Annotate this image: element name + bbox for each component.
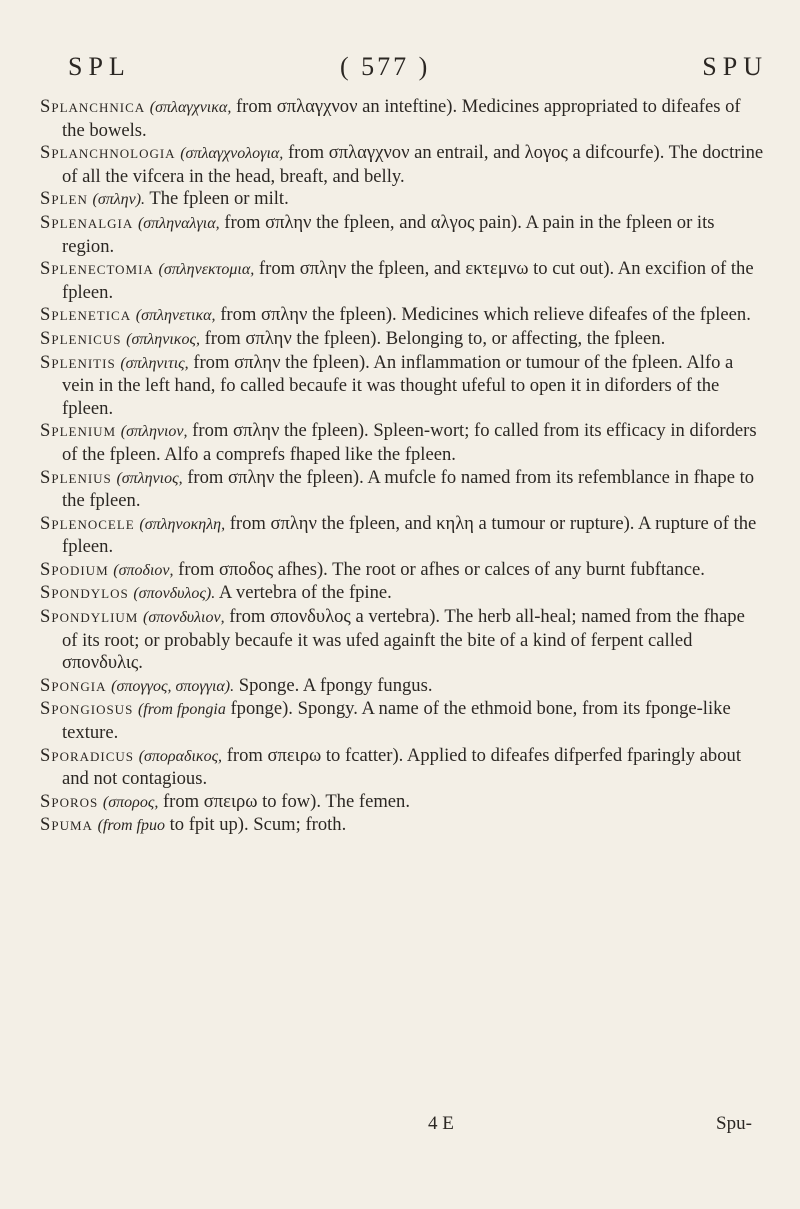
header-right: SPU <box>702 52 768 81</box>
entry-etymon: (σπλαγχνολογια, <box>180 145 284 163</box>
entry-headword: Splenius <box>40 466 112 488</box>
entry-etymon: (σποδιον, <box>113 561 174 579</box>
running-header <box>68 52 768 86</box>
entry-etymon: (σπληνοκηλη, <box>139 515 226 533</box>
entry-headword: Splen <box>40 188 88 210</box>
entry-headword: Splenetica <box>40 304 132 326</box>
dictionary-entry <box>40 513 764 559</box>
entry-headword: Spongiosus <box>40 698 134 720</box>
entry-definition: Sponge. A fpongy fungus. <box>234 674 433 696</box>
dictionary-entry <box>40 467 764 513</box>
dictionary-entries <box>40 96 764 838</box>
entry-headword: Spuma <box>40 814 93 836</box>
entry-headword: Spodium <box>40 558 109 580</box>
entry-headword: Splenocele <box>40 512 135 534</box>
entry-definition: fponge). Spongy. A name of the ethmoid bone, from its fponge-like texture. <box>62 698 731 744</box>
dictionary-entry <box>40 304 764 328</box>
catchword: Spu- <box>716 1113 752 1134</box>
dictionary-entry <box>40 675 764 699</box>
entry-headword: Splanchnologia <box>40 142 176 164</box>
entry-definition: The fpleen or milt. <box>145 188 289 210</box>
entry-etymon: (σπληνιον, <box>120 423 188 441</box>
signature-mark: 4 E <box>428 1113 454 1134</box>
dictionary-entry <box>40 791 764 815</box>
entry-definition: from σπλην the fpleen). Spleen-wort; fo called from its efficacy in diforders of the fpleen. Alfo a comprefs fhaped like the fpleen. <box>62 420 757 465</box>
dictionary-entry <box>40 188 764 212</box>
entry-etymon: (from fpongia <box>137 701 226 719</box>
entry-definition: to fpit up). Scum; froth. <box>164 814 347 836</box>
dictionary-entry <box>40 814 764 838</box>
dictionary-entry <box>40 142 764 188</box>
entry-etymon: (σπληνεκτομια, <box>158 261 255 279</box>
dictionary-entry <box>40 96 764 142</box>
entry-definition: from σπλην the fpleen, and αλγος pain). A pain in the fpleen or its region. <box>62 211 715 257</box>
dictionary-entry <box>40 212 764 258</box>
entry-etymon: (σπλην). <box>92 191 146 209</box>
entry-etymon: (σπληναλγια, <box>137 214 220 232</box>
entry-etymon: (from fpuo <box>97 817 165 835</box>
entry-headword: Splenalgia <box>40 211 134 233</box>
entry-etymon: (σπληνιτις, <box>120 354 189 372</box>
entry-headword: Spondylium <box>40 606 139 628</box>
entry-etymon: (σπληνετικα, <box>135 307 216 325</box>
entry-definition: from σπλαγχνον an entrail, and λογος a difcourfe). The doctrine of all the vifcera in the head, breaft, and belly. <box>62 142 764 187</box>
header-left: SPL <box>68 52 131 81</box>
entry-headword: Splenium <box>40 420 117 442</box>
entry-definition: from σπλην the fpleen). An inflammation or tumour of the fpleen. Alfo a vein in the left hand, fo called becaufe it was thought ufeful to open it in diforders of the fpleen. <box>62 351 734 419</box>
entry-definition: from σπλην the fpleen). A mufcle fo named from its refemblance in fhape to the fpleen. <box>62 466 755 512</box>
dictionary-entry <box>40 420 764 466</box>
entry-etymon: (σπληνικος, <box>126 330 200 348</box>
entry-definition: from σπλην the fpleen, and κηλη a tumour or rupture). A rupture of the fpleen. <box>62 512 757 558</box>
entry-etymon: (σπονδυλος). <box>133 585 216 603</box>
entry-headword: Splanchnica <box>40 96 146 117</box>
dictionary-entry <box>40 328 764 352</box>
entry-headword: Splenicus <box>40 327 122 349</box>
entry-definition: from σπλην the fpleen). Medicines which relieve difeafes of the fpleen. <box>215 304 751 326</box>
entry-definition: from σπονδυλος a vertebra). The herb all-heal; named from the fhape of its root; or probably becaufe it was ufed againft the bite of a kind of ferpent called σπονδυλις. <box>62 606 745 674</box>
entry-headword: Splenitis <box>40 351 116 373</box>
entry-definition: from σπειρω to fcatter). Applied to difeafes difperfed fparingly about and not contagious. <box>62 744 741 790</box>
page-number: ( 577 ) <box>340 52 431 81</box>
entry-headword: Splenectomia <box>40 258 154 280</box>
dictionary-entry <box>40 606 764 675</box>
dictionary-entry <box>40 745 764 791</box>
dictionary-entry <box>40 582 764 606</box>
entry-headword: Sporos <box>40 790 99 812</box>
entry-headword: Sporadicus <box>40 744 135 766</box>
entry-definition: from σπλην the fpleen, and εκτεμνω to cut out). An excifion of the fpleen. <box>62 258 754 303</box>
entry-headword: Spongia <box>40 674 107 696</box>
entry-etymon: (σπορος, <box>102 793 159 811</box>
entry-etymon: (σπληνιος, <box>116 469 183 487</box>
entry-definition: from σπειρω to fow). The femen. <box>158 790 410 812</box>
entry-etymon: (σπλαγχνικα, <box>149 99 232 116</box>
dictionary-entry <box>40 258 764 304</box>
entry-etymon: (σπονδυλιον, <box>143 609 225 627</box>
entry-headword: Spondylos <box>40 582 129 604</box>
dictionary-entry <box>40 352 764 421</box>
entry-etymon: (σποραδικος, <box>138 747 223 765</box>
page-footer <box>0 1113 800 1137</box>
entry-definition: from σπλαγχνον an inteftine). Medicines appropriated to difeafes of the bowels. <box>62 96 741 141</box>
entry-definition: from σπλην the fpleen). Belonging to, or affecting, the fpleen. <box>199 327 666 349</box>
dictionary-entry <box>40 559 764 583</box>
entry-etymon: (σπογγος, σπογγια). <box>111 677 235 695</box>
entry-definition: from σποδος afhes). The root or afhes or calces of any burnt fubftance. <box>173 558 705 580</box>
dictionary-entry <box>40 698 764 744</box>
entry-definition: A vertebra of the fpine. <box>215 582 392 604</box>
